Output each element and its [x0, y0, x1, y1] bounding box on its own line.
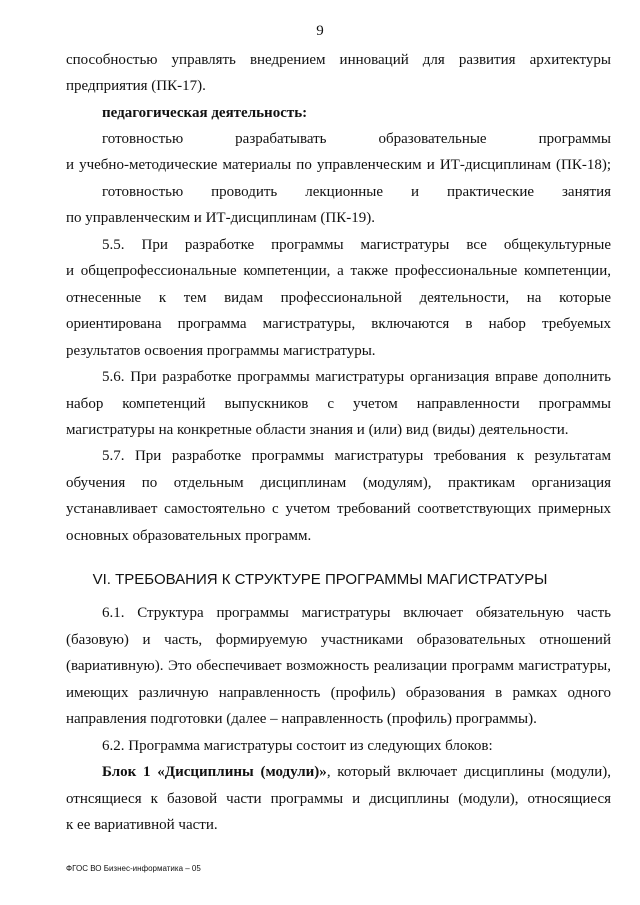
text-line: 6.2. Программа магистратуры состоит из следующих блоков: [102, 738, 493, 754]
text-line: и учебно-методические материалы по управленческим и ИТ-дисциплинам (ПК-18); [66, 157, 611, 173]
block1-text: , который включает дисциплины (модули), [326, 764, 612, 780]
text-line: ориентирована программа магистратуры, включаются в набор требуемых [66, 316, 611, 332]
text-line: основных образовательных программ. [66, 528, 312, 544]
text-line: отнесенные к тем видам профессиональной деятельности, на которые [66, 290, 611, 306]
block1-title: Блок 1 «Дисциплины (модули)» [102, 764, 327, 780]
text-line: готовностью проводить лекционные и практические занятия [102, 184, 611, 200]
text-line: 6.1. Структура программы магистратуры включает обязательную часть [102, 605, 611, 621]
text-line: устанавливает самостоятельно с учетом требований соответствующих примерных [66, 501, 611, 517]
text-line: и общепрофессиональные компетенции, а также профессиональные компетенции, [66, 263, 611, 279]
text-line: 5.6. При разработке программы магистратуры организация вправе дополнить [102, 369, 611, 385]
text-line: отнсящиеся к базовой части программы и дисциплины (модули), относящиеся [66, 791, 611, 807]
subheading: педагогическая деятельность: [102, 105, 308, 121]
text-line: по управленческим и ИТ-дисциплинам (ПК-19). [66, 210, 375, 226]
footer: ФГОС ВО Бизнес-информатика – 05 [66, 864, 201, 873]
block1-line [102, 764, 611, 781]
text-line: предприятия (ПК-17). [66, 78, 206, 94]
text-line: результатов освоения программы магистратуры. [66, 343, 376, 359]
text-line: способностью управлять внедрением инноваций для развития архитектуры [66, 52, 611, 68]
text-line: имеющих различную направленность (профиль) образования в рамках одного [66, 685, 611, 701]
text-line: к ее вариативной части. [66, 817, 218, 833]
text-line: (базовую) и часть, формируемую участниками образовательных отношений [66, 632, 611, 648]
text-line: 5.7. При разработке программы магистратуры требования к результатам [102, 448, 611, 464]
section-heading: VI. ТРЕБОВАНИЯ К СТРУКТУРЕ ПРОГРАММЫ МАГИСТРАТУРЫ [92, 571, 548, 588]
text-line: (вариативную). Это обеспечивает возможность реализации программ магистратуры, [66, 658, 611, 674]
text-line: магистратуры на конкретные области знания и (или) вид (виды) деятельности. [66, 422, 569, 438]
text-line: готовностью разрабатывать образовательные программы [102, 131, 611, 147]
text-line: направления подготовки (далее – направленность (профиль) программы). [66, 711, 537, 727]
text-line: 5.5. При разработке программы магистратуры все общекультурные [102, 237, 611, 253]
text-line: набор компетенций выпускников с учетом направленности программы [66, 396, 611, 412]
page-number: 9 [316, 23, 324, 39]
text-line: обучения по отдельным дисциплинам (модулям), практикам организация [66, 475, 611, 491]
